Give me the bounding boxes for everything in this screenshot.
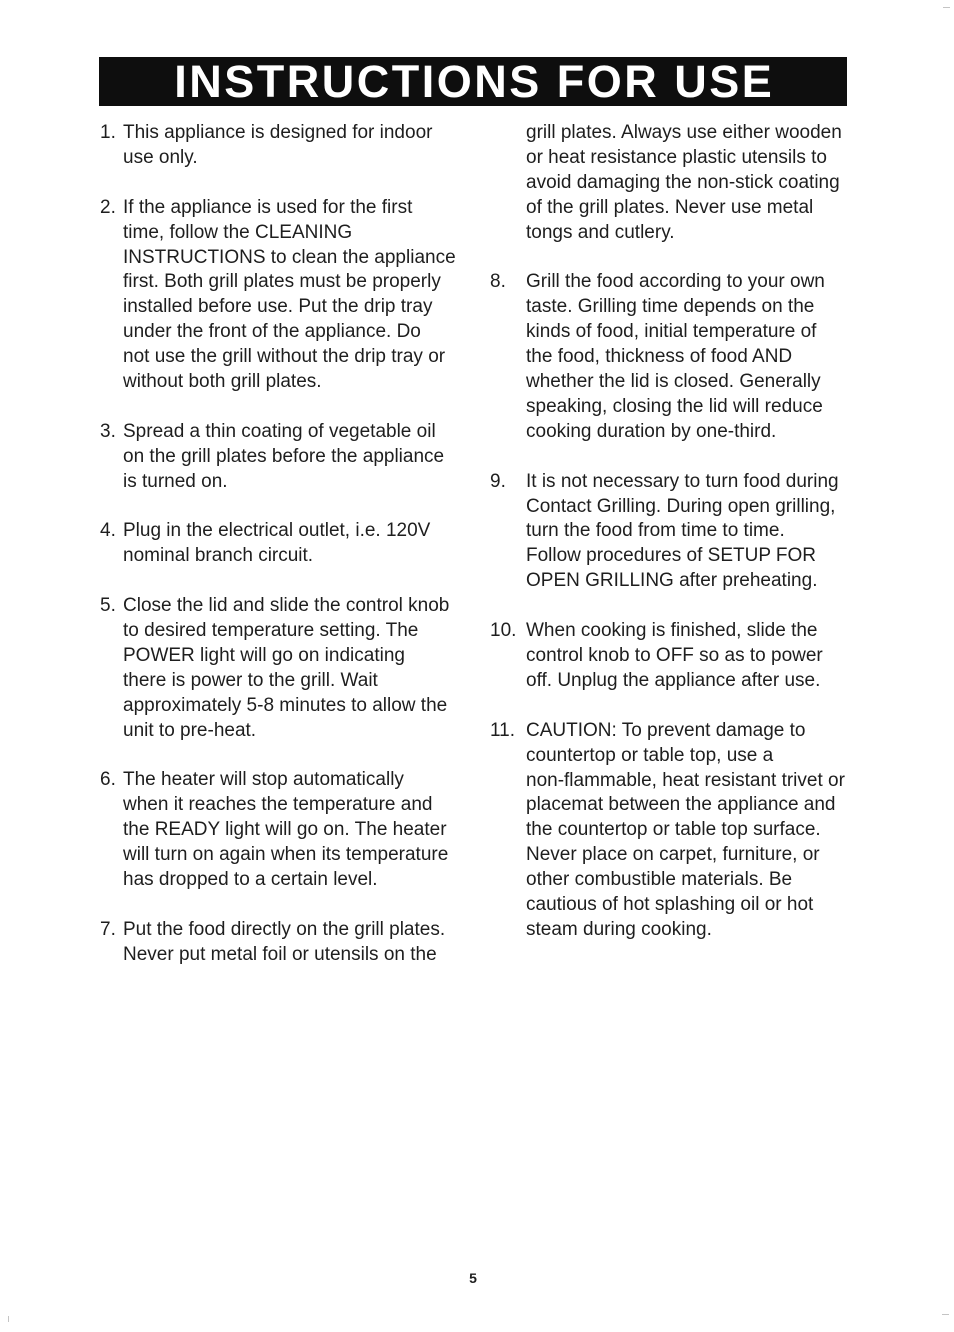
instruction-8-number: 8. — [490, 271, 506, 293]
instruction-9-text: It is not necessary to turn food during Contact Grilling. During open grilling, turn the food from time to time. Follow procedures of SETUP FOR OPEN GRILLING after preheating. — [526, 470, 839, 592]
instruction-7-text: Put the food directly on the grill plates. Never put metal foil or utensils on the — [123, 918, 446, 965]
instruction-5 — [100, 594, 470, 743]
instruction-11 — [490, 719, 930, 943]
instruction-7 — [100, 918, 470, 968]
instruction-3-text: Spread a thin coating of vegetable oil on the grill plates before the appliance is turned on. — [123, 420, 445, 492]
instruction-10-number: 10. — [490, 620, 517, 642]
instruction-6-number: 6. — [100, 769, 116, 791]
instruction-10 — [490, 619, 930, 694]
right-column — [490, 121, 930, 968]
instruction-10-text: When cooking is finished, slide the control knob to OFF so as to power off. Unplug the appliance after use. — [526, 620, 823, 691]
instruction-6 — [100, 768, 470, 893]
instruction-7-continued-text: grill plates. Always use either wooden or heat resistance plastic utensils to avoid damaging the non-stick coating of the grill plates. Never use metal tongs and cutlery. — [526, 122, 842, 243]
left-column — [100, 121, 470, 993]
title-bar — [99, 57, 847, 106]
instruction-4-text: Plug in the electrical outlet, i.e. 120V nominal branch circuit. — [123, 520, 431, 567]
page-title: INSTRUCTIONS FOR USE — [174, 56, 775, 107]
instruction-1-text: This appliance is designed for indoor use only. — [123, 122, 433, 168]
instruction-2-number: 2. — [100, 196, 116, 218]
instruction-5-number: 5. — [100, 595, 116, 617]
instruction-7-number: 7. — [100, 918, 116, 940]
instruction-11-number: 11. — [490, 719, 516, 741]
instruction-11-text: CAUTION: To prevent damage to countertop or table top, use a non-flammable, heat resistant trivet or placemat between the appliance and the countertop or table top surface. Never place on carpet, furniture, or other combustible materials. Be cautious of hot splashing oil or hot steam during cooking. — [526, 719, 845, 940]
instruction-1-number: 1. — [100, 122, 116, 143]
crop-mark-bottom-left — [8, 1316, 9, 1322]
crop-mark-bottom-right — [942, 1314, 949, 1315]
instruction-2-text: If the appliance is used for the first time, follow the CLEANING INSTRUCTIONS to clean the appliance first. Both grill plates must be properly installed before use. Put the drip tray under the front of the appliance. Do not use the grill without the drip tray or without both grill plates. — [123, 196, 456, 393]
instruction-4-number: 4. — [100, 520, 116, 542]
instruction-7-continued — [490, 121, 930, 246]
instruction-3-number: 3. — [100, 420, 116, 442]
instruction-9-number: 9. — [490, 470, 506, 492]
page-number: 5 — [469, 1270, 477, 1286]
instruction-2 — [100, 196, 470, 395]
instruction-8-text: Grill the food according to your own taste. Grilling time depends on the kinds of food, initial temperature of the food, thickness of food AND whether the lid is closed. Generally speaking, closing the lid will reduce cooking duration by one-third. — [526, 271, 825, 442]
instruction-5-text: Close the lid and slide the control knob to desired temperature setting. The POWER light will go on indicating there is power to the grill. Wait approximately 5-8 minutes to allow the unit to pre-heat. — [123, 595, 450, 741]
instruction-6-text: The heater will stop automatically when it reaches the temperature and the READY light will go on. The heater will turn on again when its temperature has dropped to a certain level. — [123, 769, 449, 891]
instruction-1 — [100, 121, 470, 171]
instruction-9 — [490, 470, 930, 595]
instruction-8 — [490, 270, 930, 444]
instruction-3 — [100, 420, 470, 495]
instruction-4 — [100, 519, 470, 569]
crop-mark-top-right — [943, 7, 950, 8]
